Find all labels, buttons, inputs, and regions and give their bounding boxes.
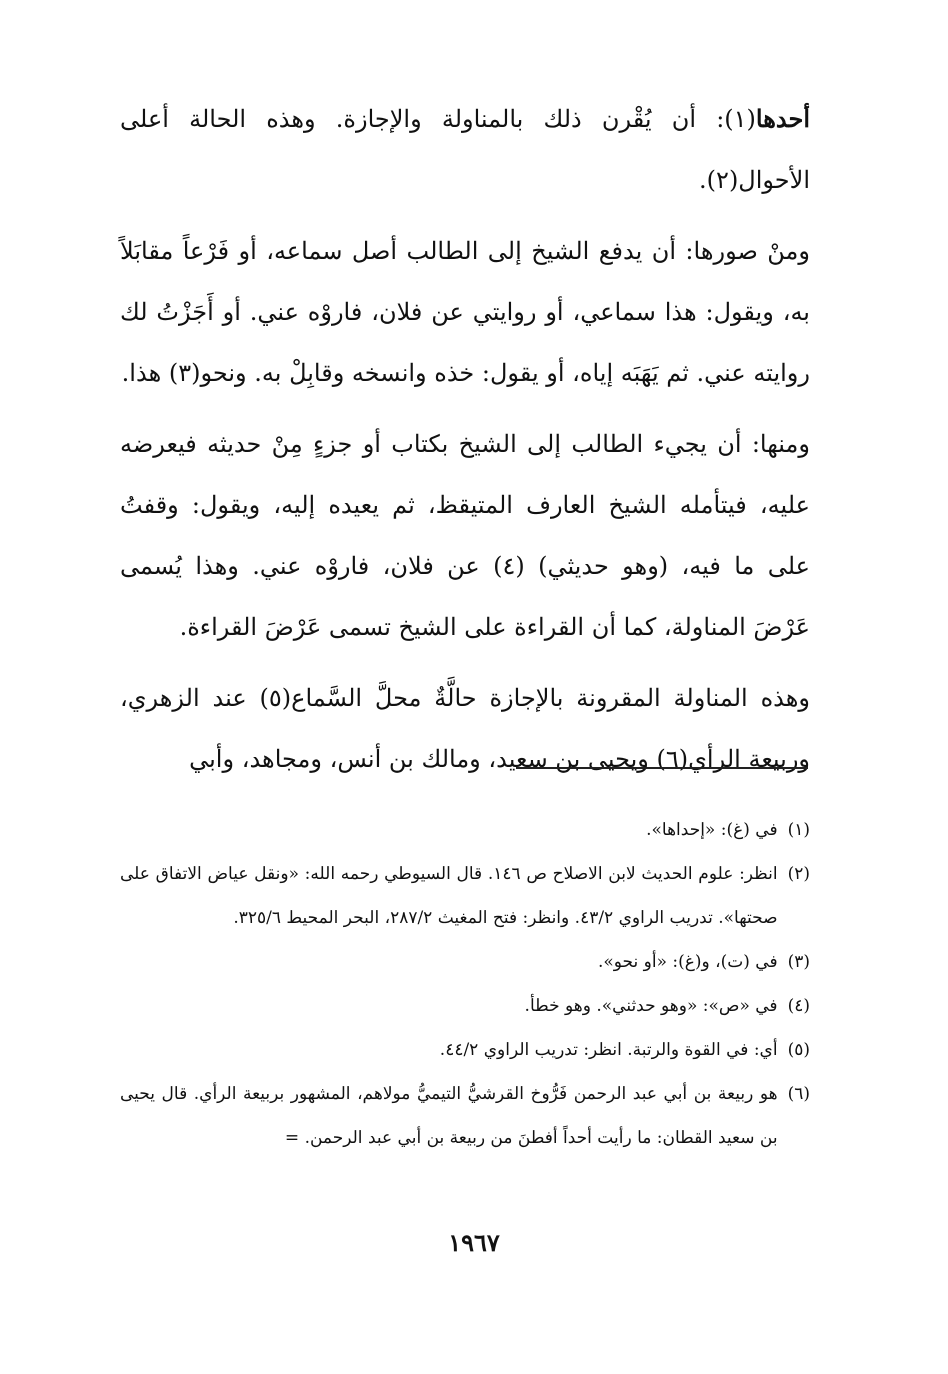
footnote-number: (٣) [787, 952, 810, 972]
page-number: ١٩٦٧ [448, 1228, 500, 1257]
paragraph-1 [120, 88, 810, 211]
footnotes [120, 808, 810, 1160]
paragraph-3 [120, 414, 810, 658]
paragraph-2 [120, 221, 810, 404]
footnote-text: في (غ): «إحداها». [646, 820, 778, 840]
footnote-number: (١) [787, 820, 810, 840]
footnote-5 [120, 1028, 810, 1072]
footnote-number: (٢) [787, 864, 810, 884]
footnote-text: انظر: علوم الحديث لابن الاصلاح ص ١٤٦. قال السيوطي رحمه الله: «ونقل عياض الاتفاق على صحتها». تدريب الراوي ٤٣/٢. وانظر: فتح المغيث ٢٨٧/٢، البحر المحيط ٣٢٥/٦. [120, 864, 778, 928]
paragraph-text: ومنْ صورها: أن يدفع الشيخ إلى الطالب أصل سماعه، أو فَرْعاً مقابَلاً به، ويقول: هذا سماعي، أو روايتي عن فلان، فاروْه عني. أو أَجَزْتُ لك روايته عني. ثم يَهَبَه إياه، أو يقول: خذه وانسخه وقابِلْ به. ونحو(٣) هذا. [120, 237, 810, 387]
footnote-4 [120, 984, 810, 1028]
paragraph-4 [120, 668, 810, 790]
footnote-text: أي: في القوة والرتبة. انظر: تدريب الراوي ٤٤/٢. [439, 1040, 778, 1060]
footnote-text: هو ربيعة بن أبي عبد الرحمن فَرُّوخ القرشيُّ التيميُّ مولاهم، المشهور بربيعة الرأي. قال يحيى بن سعيد القطان: ما رأيت أحداً أفطنَ من ربيعة بن أبي عبد الرحمن. = [120, 1084, 778, 1148]
main-text [120, 88, 810, 800]
footnote-number: (٦) [787, 1084, 810, 1104]
footnote-number: (٥) [787, 1040, 810, 1060]
footnote-number: (٤) [787, 996, 810, 1016]
paragraph-text: وهذه المناولة المقرونة بالإجازة حالَّةٌ محلَّ السَّماع(٥) عند الزهري، وربيعة الرأي(٦) ويحيى بن سعيد، ومالك بن أنس، ومجاهد، وأبي [120, 684, 810, 773]
footnote-text: في «ص»: «وهو حدثني». وهو خطأ. [524, 996, 778, 1016]
paragraph-lead: أحدها [755, 104, 810, 133]
footnote-6 [120, 1072, 810, 1160]
footnote-text: في (ت)، و(غ): «أو نحو». [597, 952, 778, 972]
paragraph-text: ومنها: أن يجيء الطالب إلى الشيخ بكتاب أو جزءٍ مِنْ حديثه فيعرضه عليه، فيتأمله الشيخ العارف المتيقظ، ثم يعيده إليه، ويقول: وقفتُ على ما فيه، (وهو حديثي) (٤) عن فلان، فاروْه عني. وهذا يُسمى عَرْضَ المناولة، كما أن القراءة على الشيخ تسمى عَرْضَ القراءة. [120, 430, 810, 641]
paragraph-text: (١): أن يُقْرن ذلك بالمناولة والإجازة. وهذه الحالة أعلى الأحوال(٢). [120, 105, 810, 194]
footnote-3 [120, 940, 810, 984]
footnote-1 [120, 808, 810, 852]
footnote-separator [516, 767, 808, 769]
footnote-2 [120, 852, 810, 940]
